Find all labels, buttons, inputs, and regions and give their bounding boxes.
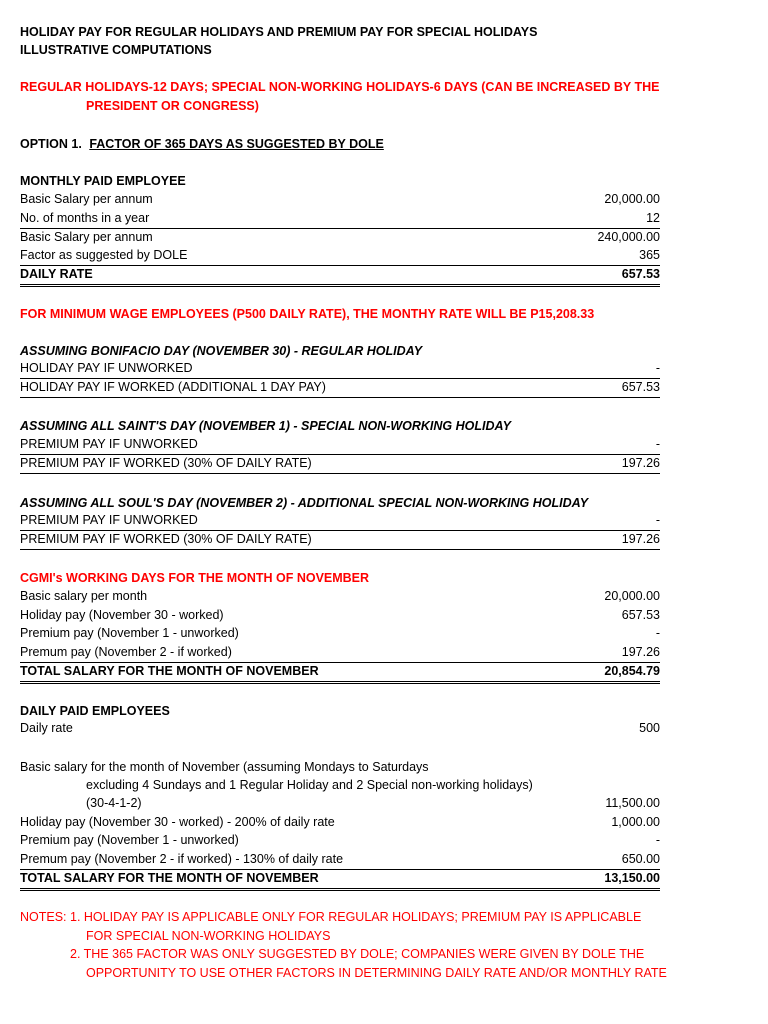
holidays-note-line-2: PRESIDENT OR CONGRESS) [86, 99, 259, 113]
row-label: (30-4-1-2) [86, 796, 142, 810]
scenario-heading: ASSUMING ALL SAINT'S DAY (NOVEMBER 1) - SPECIAL NON-WORKING HOLIDAY [20, 419, 511, 433]
daily-basic-row [20, 795, 660, 813]
row-label: PREMIUM PAY IF WORKED (30% OF DAILY RATE) [20, 456, 312, 470]
cgmi-total-row [20, 662, 660, 684]
row-value: 1,000.00 [611, 815, 660, 829]
row-label: No. of months in a year [20, 211, 150, 225]
daily-rate-row [20, 265, 660, 287]
scenario-row [20, 512, 660, 530]
notes-line-1: NOTES: 1. HOLIDAY PAY IS APPLICABLE ONLY FOR REGULAR HOLIDAYS; PREMIUM PAY IS APPLICABLE [20, 910, 642, 924]
monthly-row [20, 191, 660, 209]
scenario-row [20, 530, 660, 550]
row-value: 240,000.00 [597, 230, 660, 244]
row-value: - [655, 626, 660, 640]
notes-line-4: OPPORTUNITY TO USE OTHER FACTORS IN DETERMINING DAILY RATE AND/OR MONTHLY RATE [86, 966, 667, 980]
row-value: 657.53 [621, 608, 660, 622]
cgmi-row [20, 644, 660, 662]
row-label: PREMIUM PAY IF WORKED (30% OF DAILY RATE) [20, 532, 312, 546]
notes-line-2: FOR SPECIAL NON-WORKING HOLIDAYS [86, 929, 331, 943]
row-label: PREMIUM PAY IF UNWORKED [20, 437, 198, 451]
scenario-heading: ASSUMING BONIFACIO DAY (NOVEMBER 30) - REGULAR HOLIDAY [20, 344, 423, 358]
row-value: 12 [646, 211, 660, 225]
row-value: - [655, 437, 660, 451]
daily-rate-row [20, 720, 660, 738]
scenario-row [20, 454, 660, 474]
row-value: 657.53 [621, 267, 660, 281]
row-value: - [655, 833, 660, 847]
row-label: HOLIDAY PAY IF UNWORKED [20, 361, 193, 375]
cgmi-row [20, 607, 660, 625]
row-value: 20,854.79 [604, 664, 660, 678]
row-value: 650.00 [621, 852, 660, 866]
daily-row [20, 851, 660, 869]
row-label: Holiday pay (November 30 - worked) - 200% of daily rate [20, 815, 335, 829]
row-label: Premium pay (November 1 - unworked) [20, 626, 239, 640]
row-value: 11,500.00 [605, 796, 660, 810]
monthly-row [20, 228, 660, 247]
scenario-row [20, 436, 660, 454]
row-label: Basic salary per month [20, 589, 148, 603]
row-value: 365 [639, 248, 660, 262]
row-label: Basic Salary per annum [20, 192, 153, 206]
option-title: FACTOR OF 365 DAYS AS SUGGESTED BY DOLE [89, 137, 384, 151]
row-label: Basic Salary per annum [20, 230, 153, 244]
cgmi-row [20, 625, 660, 643]
daily-basic-line-2: excluding 4 Sundays and 1 Regular Holiday and 2 Special non-working holidays) [86, 778, 533, 792]
row-label: TOTAL SALARY FOR THE MONTH OF NOVEMBER [20, 664, 319, 678]
row-value: 500 [639, 721, 660, 735]
row-value: 20,000.00 [604, 192, 660, 206]
scenario-heading: ASSUMING ALL SOUL'S DAY (NOVEMBER 2) - ADDITIONAL SPECIAL NON-WORKING HOLIDAY [20, 496, 589, 510]
minimum-wage-note: FOR MINIMUM WAGE EMPLOYEES (P500 DAILY RATE), THE MONTHY RATE WILL BE P15,208.33 [20, 307, 595, 321]
holidays-note-line-1: REGULAR HOLIDAYS-12 DAYS; SPECIAL NON-WORKING HOLIDAYS-6 DAYS (CAN BE INCREASED BY THE [20, 80, 660, 94]
scenario-row [20, 378, 660, 398]
row-value: 197.26 [621, 532, 660, 546]
monthly-row [20, 247, 660, 265]
scenario-row [20, 360, 660, 378]
row-value: 197.26 [621, 456, 660, 470]
row-label: Premum pay (November 2 - if worked) - 130% of daily rate [20, 852, 344, 866]
document-title-line-2: ILLUSTRATIVE COMPUTATIONS [20, 43, 212, 57]
monthly-heading: MONTHLY PAID EMPLOYEE [20, 174, 186, 188]
row-label: HOLIDAY PAY IF WORKED (ADDITIONAL 1 DAY PAY) [20, 380, 326, 394]
row-value: 657.53 [621, 380, 660, 394]
option-prefix: OPTION 1. [20, 137, 82, 151]
row-value: - [655, 361, 660, 375]
daily-row [20, 814, 660, 832]
row-value: 13,150.00 [604, 871, 660, 885]
option-heading [20, 136, 384, 153]
row-label: PREMIUM PAY IF UNWORKED [20, 513, 198, 527]
row-label: DAILY RATE [20, 267, 93, 281]
row-value: 20,000.00 [604, 589, 660, 603]
notes-line-3: 2. THE 365 FACTOR WAS ONLY SUGGESTED BY DOLE; COMPANIES WERE GIVEN BY DOLE THE [70, 947, 645, 961]
cgmi-row [20, 588, 660, 606]
daily-heading: DAILY PAID EMPLOYEES [20, 704, 170, 718]
row-label: Premum pay (November 2 - if worked) [20, 645, 232, 659]
row-label: Premium pay (November 1 - unworked) [20, 833, 239, 847]
row-label: Daily rate [20, 721, 73, 735]
row-label: TOTAL SALARY FOR THE MONTH OF NOVEMBER [20, 871, 319, 885]
daily-total-row [20, 869, 660, 891]
monthly-row [20, 210, 660, 228]
row-label: Holiday pay (November 30 - worked) [20, 608, 224, 622]
daily-row [20, 832, 660, 850]
row-value: 197.26 [621, 645, 660, 659]
row-value: - [655, 513, 660, 527]
daily-basic-line-1: Basic salary for the month of November (assuming Mondays to Saturdays [20, 760, 429, 774]
document-title-line-1: HOLIDAY PAY FOR REGULAR HOLIDAYS AND PREMIUM PAY FOR SPECIAL HOLIDAYS [20, 25, 538, 39]
cgmi-heading: CGMI's WORKING DAYS FOR THE MONTH OF NOVEMBER [20, 571, 370, 585]
row-label: Factor as suggested by DOLE [20, 248, 188, 262]
